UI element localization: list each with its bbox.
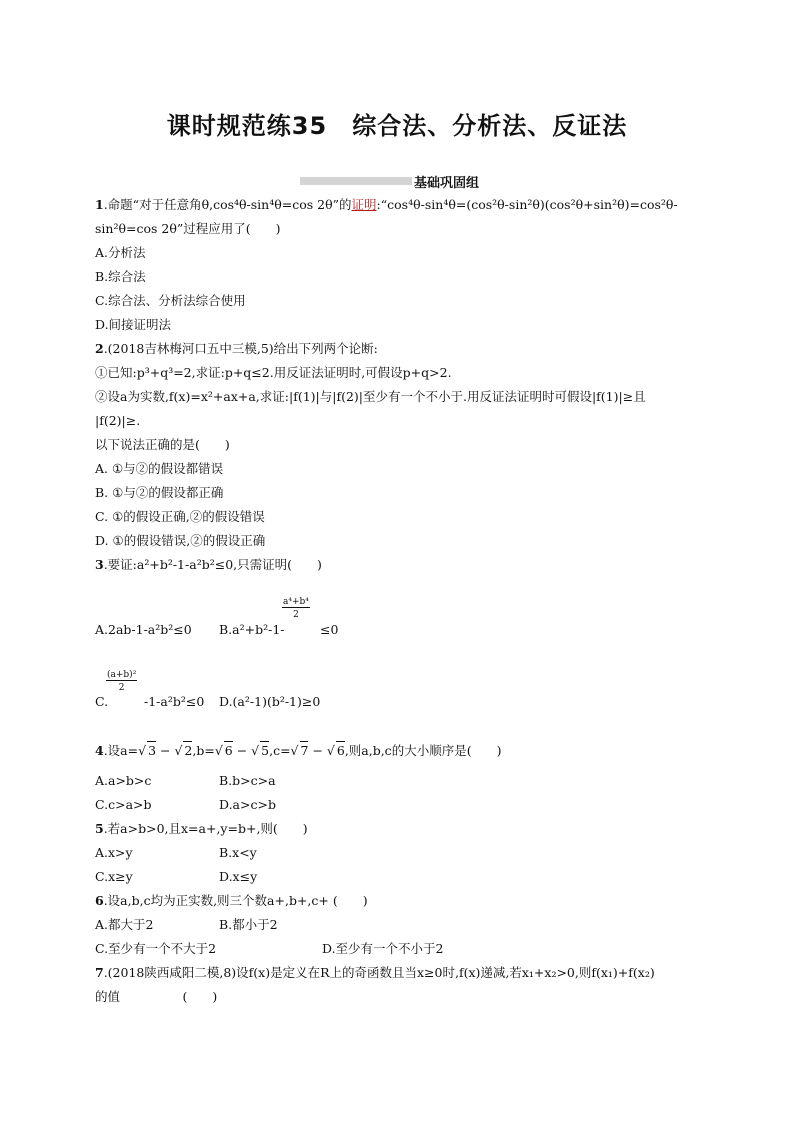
q5-option-d: D.x≤y: [219, 869, 258, 884]
q4-option-b: B.b>c>a: [219, 773, 276, 788]
q6-option-a: A.都大于2: [95, 917, 154, 932]
q4-stem: 4.设a=√ 3 − √ 2,b=√ 6 − √ 5,c=√ 7 − √ 6,则a,b,c的大小顺序是( ): [95, 741, 501, 759]
q2-option-b: B. ①与②的假设都正确: [95, 485, 224, 500]
q7-stem-line2: 的值 ( ): [95, 989, 218, 1004]
q5-option-c: C.x≥y: [95, 869, 133, 884]
q1-stem-line2: sin²θ=cos 2θ”过程应用了( ): [95, 221, 281, 236]
q2-stem-line4: |f(2)|≥.: [95, 413, 141, 428]
q2-stem-line1: 2.(2018吉林梅河口五中三模,5)给出下列两个论断:: [95, 341, 378, 356]
q5-stem: 5.若a>b>0,且x=a+,y=b+,则( ): [95, 821, 308, 836]
q5-option-a: A.x>y: [95, 845, 133, 860]
sqrt-7: 7: [300, 743, 309, 758]
q1-option-d: D.间接证明法: [95, 317, 172, 332]
q3-option-c-suffix: -1-a²b²≤0: [144, 694, 205, 709]
q4-option-a: A.a>b>c: [95, 773, 152, 788]
q3-option-c-prefix: C.: [95, 694, 109, 709]
q6-option-d: D.至少有一个不小于2: [322, 941, 444, 956]
q1-stem-line1: 1.命题“对于任意角θ,cos⁴θ-sin⁴θ=cos 2θ”的证明:“cos⁴θ-sin⁴θ=(cos²θ-sin²θ)(cos²θ+sin²θ)=cos²θ-: [95, 197, 678, 212]
page-title: 课时规范练35 综合法、分析法、反证法: [166, 112, 628, 140]
sqrt-5: 5: [261, 743, 270, 758]
q4-option-c: C.c>a>b: [95, 797, 152, 812]
q2-option-a: A. ①与②的假设都错误: [95, 461, 224, 476]
q2-option-d: D. ①的假设错误,②的假设正确: [95, 533, 266, 548]
q3-option-c-fraction: [106, 670, 137, 693]
q3-option-a: A.2ab-1-a²b²≤0: [95, 622, 192, 637]
q3-option-b-denominator: 2: [293, 610, 299, 620]
q5-option-b: B.x<y: [219, 845, 257, 860]
q2-stem-line3: ②设a为实数,f(x)=x²+ax+a,求证:|f(1)|与|f(2)|至少有一个不小于.用反证法证明时可假设|f(1)|≥且: [95, 389, 646, 404]
q3-option-b-numerator: a⁴+b⁴: [283, 597, 309, 607]
sqrt-6: 6: [224, 743, 233, 758]
q3-option-b-fraction: [282, 597, 310, 620]
q2-stem-line2: ①已知:p³+q³=2,求证:p+q≤2.用反证法证明时,可假设p+q>2.: [95, 365, 452, 380]
sqrt-6b: 6: [336, 743, 345, 758]
q6-option-c: C.至少有一个不大于2: [95, 941, 217, 956]
q6-stem: 6.设a,b,c均为正实数,则三个数a+,b+,c+ ( ): [95, 893, 368, 908]
section-bar: [300, 177, 412, 185]
q1-option-b: B.综合法: [95, 269, 146, 284]
section-label: 基础巩固组: [414, 176, 480, 191]
q2-option-c: C. ①的假设正确,②的假设错误: [95, 509, 265, 524]
q3-stem: 3.要证:a²+b²-1-a²b²≤0,只需证明( ): [95, 557, 322, 572]
proof-link[interactable]: 证明: [351, 197, 377, 212]
q7-stem-line1: 7.(2018陕西咸阳二模,8)设f(x)是定义在R上的奇函数且当x≥0时,f(x)递减,若x₁+x₂>0,则f(x₁)+f(x₂): [95, 965, 655, 980]
q2-stem-line5: 以下说法正确的是( ): [95, 437, 230, 452]
q1-option-c: C.综合法、分析法综合使用: [95, 293, 246, 308]
sqrt-3: 3: [148, 743, 157, 758]
q3-option-d: D.(a²-1)(b²-1)≥0: [219, 694, 321, 709]
q3-option-b-prefix: B.a²+b²-1-: [219, 622, 285, 637]
q3-option-c-denominator: 2: [118, 683, 125, 693]
q3-option-c-numerator: (a+b)²: [107, 670, 137, 680]
q1-option-a: A.分析法: [95, 245, 146, 260]
q3-option-b-suffix: ≤0: [320, 622, 339, 637]
sqrt-2: 2: [184, 743, 193, 758]
q6-option-b: B.都小于2: [219, 917, 278, 932]
q4-option-d: D.a>c>b: [219, 797, 276, 812]
